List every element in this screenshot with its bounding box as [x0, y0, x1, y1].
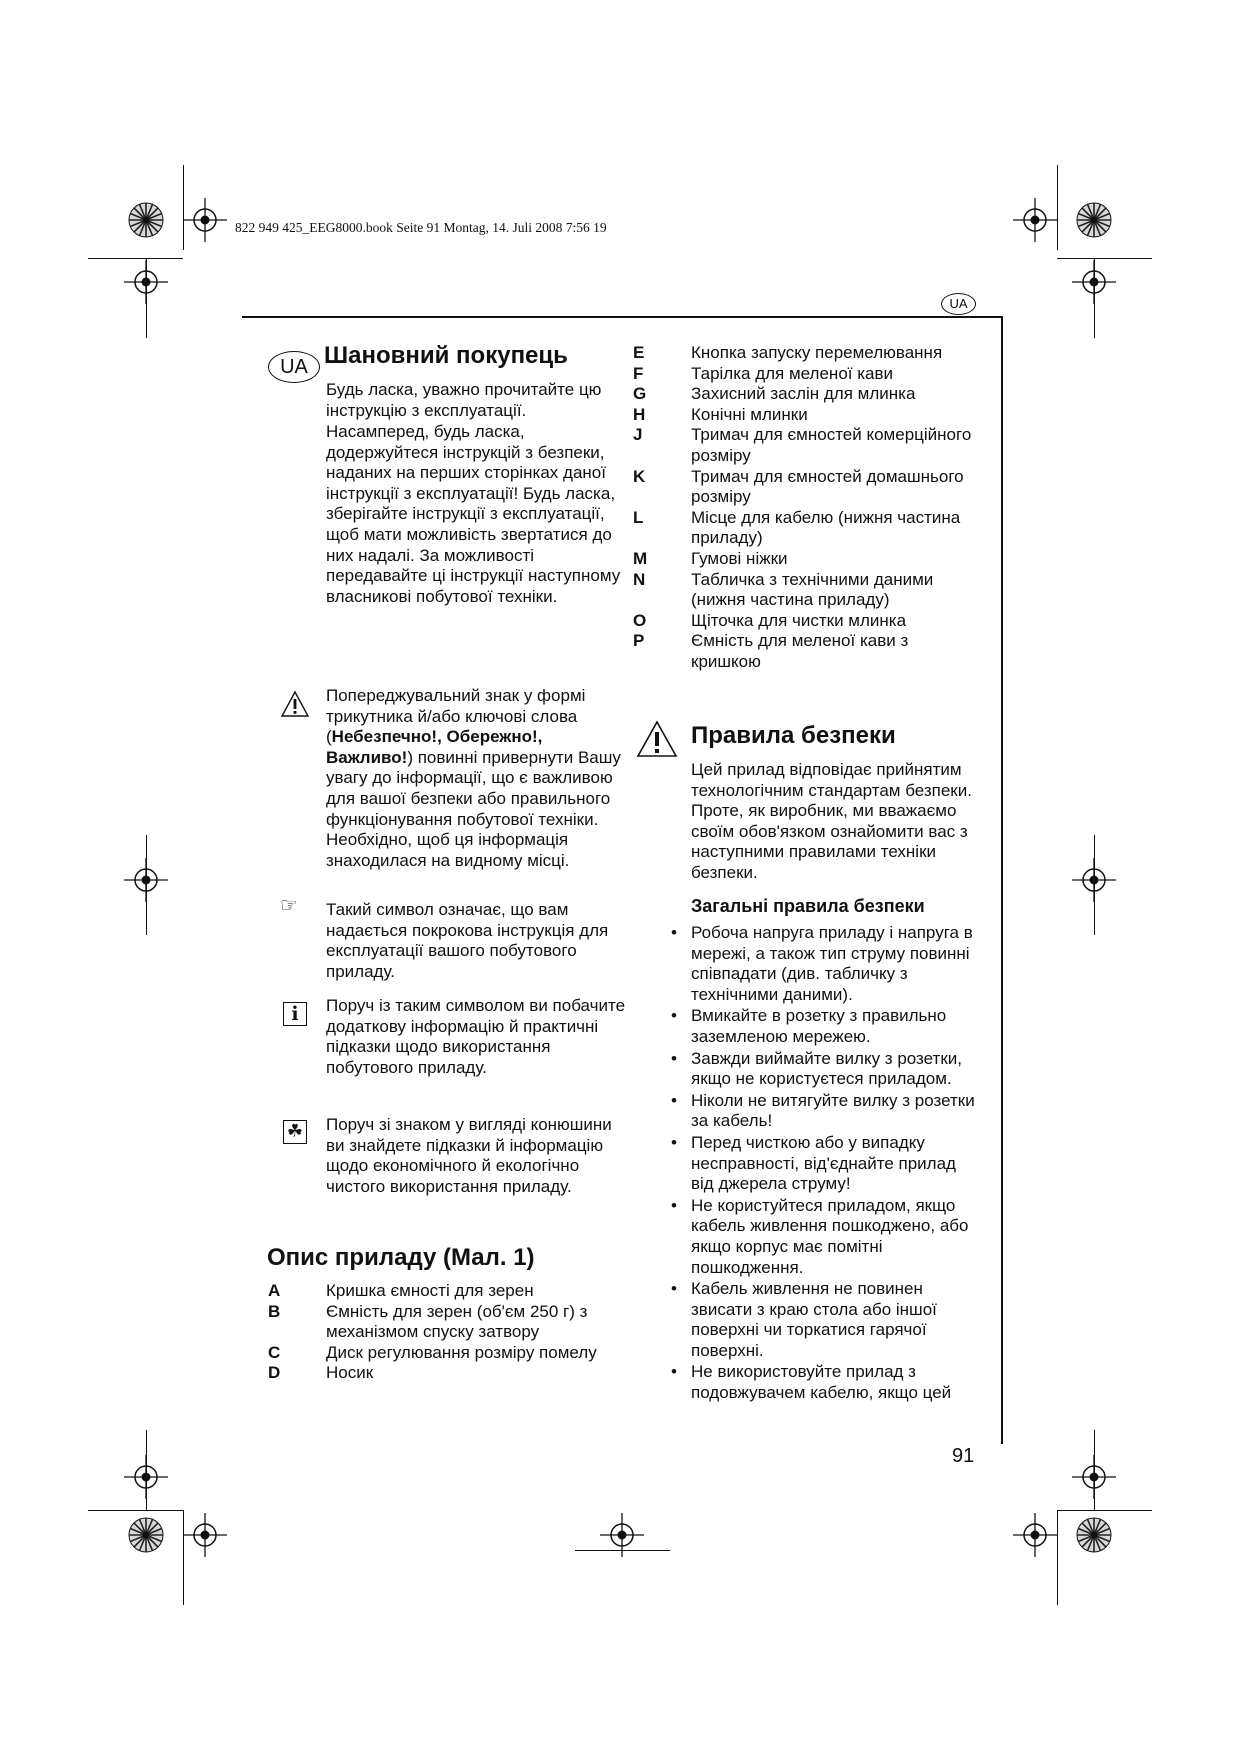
body-paragraph: Насамперед, будь ласка, додержуйтеся інструкцій з безпеки, наданих на перших сторінках даної інструкції з експлуатації! Будь ласка, зберігайте інструкції з експлуатації, щоб мати можливість звертатися до них надалі. За можливості передавайте ці інструкції наступному власникові побутової техніки. — [326, 422, 621, 606]
clover-symbol-text: Поруч зі знаком у вигляді конюшини ви знайдете підказки й інформацію щодо економічного й екологічно чистого використання приладу. — [326, 1115, 612, 1196]
part-text: Тримач для ємностей комерційного розміру — [691, 425, 972, 465]
clover-icon: ☘ — [283, 1120, 307, 1144]
list-item — [633, 404, 981, 426]
starburst-mark — [129, 203, 163, 237]
safety-intro: Цей прилад відповідає прийнятим технологічним стандартам безпеки. Проте, як виробник, ми вважаємо своїм обов'язком ознайомити вас з наступними правилами техніки безпеки. — [691, 760, 972, 882]
warning-text-part: ) повинні привернути Вашу увагу до інформації, що є важливою для вашої безпеки або правильного функціонування побутової техніки. Необхідно, щоб ця інформація знаходилася на видному місці. — [326, 747, 621, 870]
registration-mark — [1072, 1455, 1116, 1499]
instruction-symbol-text: Такий символ означає, що вам надається покрокова інструкція для експлуатації вашого побутового приладу. — [326, 900, 609, 981]
list-item — [633, 507, 981, 549]
safety-bullet-list — [691, 923, 981, 1405]
list-item — [633, 363, 981, 385]
warning-triangle-icon — [280, 690, 310, 718]
section-title-dear-customer: Шановний покупець — [324, 342, 568, 369]
list-item — [268, 1342, 626, 1364]
print-header: 822 949 425_EEG8000.book Seite 91 Montag, 14. Juli 2008 7:56 19 — [235, 220, 607, 235]
list-item: • Вмикайте в розетку з правильно заземленою мережею. — [691, 1006, 981, 1047]
registration-mark — [124, 858, 168, 902]
safety-subtitle: Загальні правила безпеки — [691, 896, 925, 916]
list-item: • Перед чисткою або у випадку несправності, від'єднайте прилад від джерела струму! — [691, 1133, 981, 1195]
registration-mark — [183, 1513, 227, 1557]
warning-triangle-icon — [636, 720, 678, 758]
part-letter: J — [633, 425, 643, 445]
part-letter: P — [633, 631, 645, 651]
part-text: Ємність для зерен (об'єм 250 г) з механізмом спуску затвору — [326, 1301, 588, 1342]
registration-mark — [124, 1455, 168, 1499]
part-letter: K — [633, 466, 646, 486]
parts-list-left — [268, 1281, 626, 1384]
warning-keywords: Небезпечно!, Обережно!, Важливо! — [326, 727, 543, 767]
list-item — [633, 343, 981, 364]
part-text: Місце для кабелю (нижня частина приладу) — [691, 507, 961, 548]
part-letter: M — [633, 548, 648, 568]
registration-mark — [600, 1513, 644, 1557]
list-item — [268, 1281, 626, 1302]
list-item: • Не користуйтеся приладом, якщо кабель живлення пошкоджено, або якщо корпус має помітні пошкодження. — [691, 1196, 981, 1278]
registration-mark — [183, 198, 227, 242]
top-rule — [242, 316, 1002, 318]
intro-paragraph: Будь ласка, уважно прочитайте цю інструкцію з експлуатації. — [326, 380, 602, 420]
part-letter: E — [633, 343, 645, 362]
part-letter: B — [268, 1301, 281, 1321]
part-text: Ємність для меленої кави з кришкою — [691, 631, 909, 671]
section-title-appliance-description: Опис приладу (Мал. 1) — [267, 1244, 535, 1271]
list-item — [268, 1301, 626, 1343]
part-letter: F — [633, 363, 644, 383]
list-item — [633, 466, 981, 508]
list-item: • Робоча напруга приладу і напруга в мережі, а також тип струму повинні співпадати (див. табличку з технічними даними). — [691, 923, 981, 1005]
part-text: Кришка ємності для зерен — [326, 1281, 534, 1300]
starburst-mark — [129, 1518, 163, 1552]
page-number: 91 — [952, 1445, 975, 1467]
parts-list-right — [633, 343, 981, 673]
part-letter: L — [633, 507, 644, 527]
part-text: Носик — [326, 1363, 374, 1383]
list-item: • Кабель живлення не повинен звисати з краю стола або іншої поверхні чи торкатися гарячої поверхні. — [691, 1279, 981, 1361]
registration-mark — [1013, 1513, 1057, 1557]
part-text: Тримач для ємностей домашнього розміру — [691, 466, 964, 507]
part-text: Конічні млинки — [691, 404, 808, 424]
part-text: Тарілка для меленої кави — [691, 363, 894, 383]
part-letter: D — [268, 1363, 281, 1383]
warning-symbol-text — [326, 686, 626, 871]
list-item — [633, 610, 981, 632]
part-letter: A — [268, 1281, 281, 1300]
starburst-mark — [1077, 203, 1111, 237]
part-letter: C — [268, 1342, 281, 1362]
right-rule — [1001, 316, 1003, 1444]
part-text: Гумові ніжки — [691, 548, 788, 568]
part-text: Захисний заслін для млинка — [691, 384, 916, 404]
list-item — [633, 425, 981, 466]
part-text: Диск регулювання розміру помелу — [326, 1342, 597, 1362]
section-title-safety: Правила безпеки — [691, 722, 896, 749]
list-item: • Завжди виймайте вилку з розетки, якщо не користуєтеся приладом. — [691, 1049, 981, 1090]
part-text: Табличка з технічними даними (нижня частина приладу) — [691, 569, 934, 610]
language-badge: UA — [941, 293, 976, 315]
list-item — [633, 631, 981, 672]
starburst-mark — [1077, 1518, 1111, 1552]
list-item — [633, 569, 981, 611]
list-item: • Не використовуйте прилад з подовжувачем кабелю, якщо цей — [691, 1362, 981, 1403]
part-text: Щіточка для чистки млинка — [691, 610, 907, 630]
registration-mark — [1072, 858, 1116, 902]
list-item — [633, 548, 981, 570]
registration-mark — [1013, 198, 1057, 242]
list-item — [268, 1363, 626, 1384]
part-letter: N — [633, 569, 646, 589]
info-symbol-text: Поруч із таким символом ви побачите додаткову інформацію й практичні підказки щодо використання побутового приладу. — [326, 996, 626, 1077]
list-item: • Ніколи не витягуйте вилку з розетки за кабель! — [691, 1091, 981, 1132]
list-item — [633, 384, 981, 405]
warning-text-part: Попереджувальний знак у формі трикутника й/або ключові слова ( — [326, 686, 586, 747]
registration-mark — [1072, 260, 1116, 304]
info-icon: i — [283, 1002, 307, 1026]
part-letter: O — [633, 610, 647, 630]
part-text: Кнопка запуску перемелювання — [691, 343, 943, 362]
pointing-hand-icon: ☞ — [280, 893, 298, 917]
part-letter: H — [633, 404, 646, 424]
language-badge-large: UA — [268, 351, 320, 383]
part-letter: G — [633, 384, 647, 404]
registration-mark — [124, 260, 168, 304]
